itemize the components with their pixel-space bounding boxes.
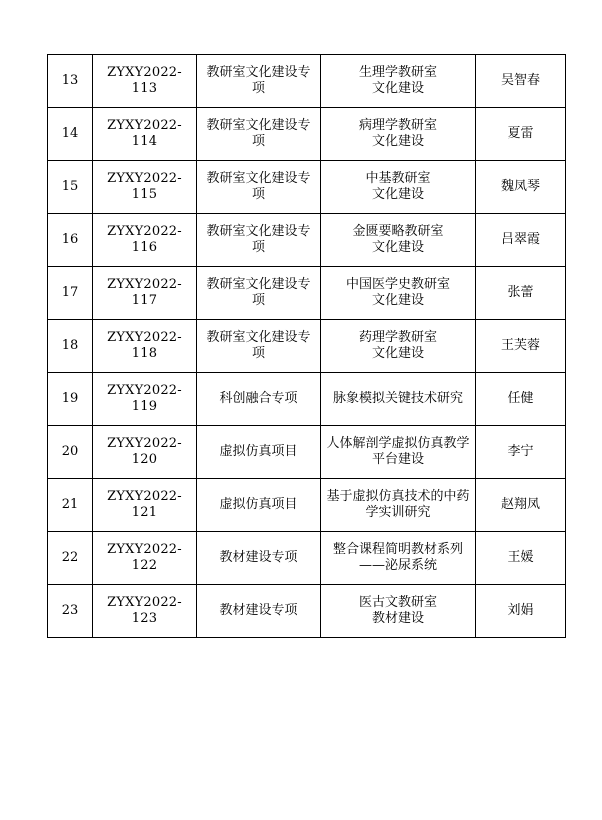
project-leader-text: 魏凤琴 bbox=[500, 179, 540, 194]
row-number-text: 21 bbox=[61, 497, 79, 512]
project-name-text: 中基教研室 文化建设 bbox=[365, 171, 431, 202]
project-category-text: 科创融合专项 bbox=[219, 391, 298, 406]
project-name-text: 中国医学史教研室 文化建设 bbox=[345, 277, 450, 308]
table-row bbox=[48, 426, 566, 479]
project-name-text: 药理学教研室 文化建设 bbox=[358, 330, 437, 361]
row-number bbox=[48, 479, 93, 532]
project-category bbox=[197, 267, 321, 320]
project-name-text: 医古文教研室 教材建设 bbox=[358, 595, 437, 626]
project-leader-text: 王媛 bbox=[507, 550, 534, 565]
project-name bbox=[321, 373, 476, 426]
project-code bbox=[93, 108, 197, 161]
project-category bbox=[197, 426, 321, 479]
table-row bbox=[48, 267, 566, 320]
project-leader bbox=[476, 267, 566, 320]
project-name-text: 金匮要略教研室 文化建设 bbox=[352, 224, 444, 255]
project-code bbox=[93, 55, 197, 108]
project-code-text: ZYXY2022-114 bbox=[107, 118, 182, 149]
project-code-text: ZYXY2022-115 bbox=[107, 171, 182, 202]
project-category-text: 教研室文化建设专项 bbox=[206, 330, 311, 361]
table-row bbox=[48, 55, 566, 108]
project-leader-text: 吕翠霞 bbox=[500, 232, 540, 247]
project-category-text: 教研室文化建设专项 bbox=[206, 65, 311, 96]
row-number bbox=[48, 55, 93, 108]
project-code bbox=[93, 214, 197, 267]
project-code bbox=[93, 320, 197, 373]
project-name bbox=[321, 532, 476, 585]
project-category bbox=[197, 320, 321, 373]
table-row bbox=[48, 373, 566, 426]
table-row bbox=[48, 108, 566, 161]
project-category bbox=[197, 55, 321, 108]
project-category-text: 教研室文化建设专项 bbox=[206, 118, 311, 149]
project-leader bbox=[476, 426, 566, 479]
project-category-text: 教材建设专项 bbox=[219, 603, 298, 618]
project-code bbox=[93, 161, 197, 214]
row-number-text: 23 bbox=[61, 603, 79, 618]
row-number bbox=[48, 108, 93, 161]
project-name bbox=[321, 479, 476, 532]
project-name bbox=[321, 55, 476, 108]
project-leader bbox=[476, 55, 566, 108]
project-name-text: 脉象模拟关键技术研究 bbox=[332, 391, 463, 406]
project-leader bbox=[476, 108, 566, 161]
project-category bbox=[197, 214, 321, 267]
project-leader-text: 夏雷 bbox=[507, 126, 534, 141]
row-number-text: 18 bbox=[61, 338, 79, 353]
project-name bbox=[321, 214, 476, 267]
project-category bbox=[197, 479, 321, 532]
project-name-text: 整合课程简明教材系列 ——泌尿系统 bbox=[332, 542, 463, 573]
row-number bbox=[48, 161, 93, 214]
row-number bbox=[48, 373, 93, 426]
project-leader bbox=[476, 320, 566, 373]
project-code-text: ZYXY2022-122 bbox=[107, 542, 182, 573]
row-number bbox=[48, 532, 93, 585]
project-code-text: ZYXY2022-120 bbox=[107, 436, 182, 467]
project-code bbox=[93, 532, 197, 585]
project-code bbox=[93, 479, 197, 532]
row-number-text: 14 bbox=[61, 126, 79, 141]
project-leader-text: 赵翔凤 bbox=[500, 497, 540, 512]
project-category-text: 虚拟仿真项目 bbox=[219, 444, 298, 459]
project-code bbox=[93, 267, 197, 320]
row-number bbox=[48, 320, 93, 373]
project-category-text: 教材建设专项 bbox=[219, 550, 298, 565]
table-row bbox=[48, 161, 566, 214]
project-leader-text: 王芙蓉 bbox=[500, 338, 540, 353]
row-number-text: 16 bbox=[61, 232, 79, 247]
project-name bbox=[321, 161, 476, 214]
project-name-text: 人体解剖学虚拟仿真教学 平台建设 bbox=[326, 436, 470, 467]
project-code bbox=[93, 426, 197, 479]
project-name bbox=[321, 426, 476, 479]
project-code-text: ZYXY2022-113 bbox=[107, 65, 182, 96]
project-leader bbox=[476, 479, 566, 532]
table-row bbox=[48, 585, 566, 638]
project-name bbox=[321, 108, 476, 161]
project-leader bbox=[476, 532, 566, 585]
project-category-text: 教研室文化建设专项 bbox=[206, 277, 311, 308]
row-number-text: 19 bbox=[61, 391, 79, 406]
project-leader bbox=[476, 161, 566, 214]
project-category bbox=[197, 532, 321, 585]
project-table bbox=[47, 54, 566, 638]
row-number bbox=[48, 214, 93, 267]
project-code-text: ZYXY2022-123 bbox=[107, 595, 182, 626]
project-code-text: ZYXY2022-121 bbox=[107, 489, 182, 520]
project-code bbox=[93, 585, 197, 638]
row-number bbox=[48, 426, 93, 479]
project-code-text: ZYXY2022-118 bbox=[107, 330, 182, 361]
row-number-text: 17 bbox=[61, 285, 79, 300]
project-category bbox=[197, 585, 321, 638]
project-leader bbox=[476, 373, 566, 426]
project-leader-text: 任健 bbox=[507, 391, 534, 406]
project-name-text: 病理学教研室 文化建设 bbox=[358, 118, 437, 149]
project-name bbox=[321, 320, 476, 373]
project-leader bbox=[476, 214, 566, 267]
row-number-text: 13 bbox=[61, 73, 79, 88]
row-number-text: 22 bbox=[61, 550, 79, 565]
project-name bbox=[321, 585, 476, 638]
project-leader-text: 李宁 bbox=[507, 444, 534, 459]
project-category-text: 教研室文化建设专项 bbox=[206, 224, 311, 255]
table-row bbox=[48, 214, 566, 267]
project-code-text: ZYXY2022-116 bbox=[107, 224, 182, 255]
project-category-text: 教研室文化建设专项 bbox=[206, 171, 311, 202]
project-code-text: ZYXY2022-117 bbox=[107, 277, 182, 308]
project-category-text: 虚拟仿真项目 bbox=[219, 497, 298, 512]
table-row bbox=[48, 532, 566, 585]
project-name-text: 基于虚拟仿真技术的中药 学实训研究 bbox=[326, 489, 470, 520]
project-category bbox=[197, 373, 321, 426]
row-number-text: 15 bbox=[61, 179, 79, 194]
project-leader-text: 吴智春 bbox=[500, 73, 540, 88]
project-name bbox=[321, 267, 476, 320]
row-number-text: 20 bbox=[61, 444, 79, 459]
project-table-body bbox=[48, 55, 566, 638]
project-category bbox=[197, 161, 321, 214]
row-number bbox=[48, 585, 93, 638]
project-leader bbox=[476, 585, 566, 638]
table-row bbox=[48, 320, 566, 373]
project-category bbox=[197, 108, 321, 161]
project-leader-text: 刘娟 bbox=[507, 603, 534, 618]
project-name-text: 生理学教研室 文化建设 bbox=[358, 65, 437, 96]
row-number bbox=[48, 267, 93, 320]
project-leader-text: 张蕾 bbox=[507, 285, 534, 300]
table-row bbox=[48, 479, 566, 532]
project-code-text: ZYXY2022-119 bbox=[107, 383, 182, 414]
project-code bbox=[93, 373, 197, 426]
